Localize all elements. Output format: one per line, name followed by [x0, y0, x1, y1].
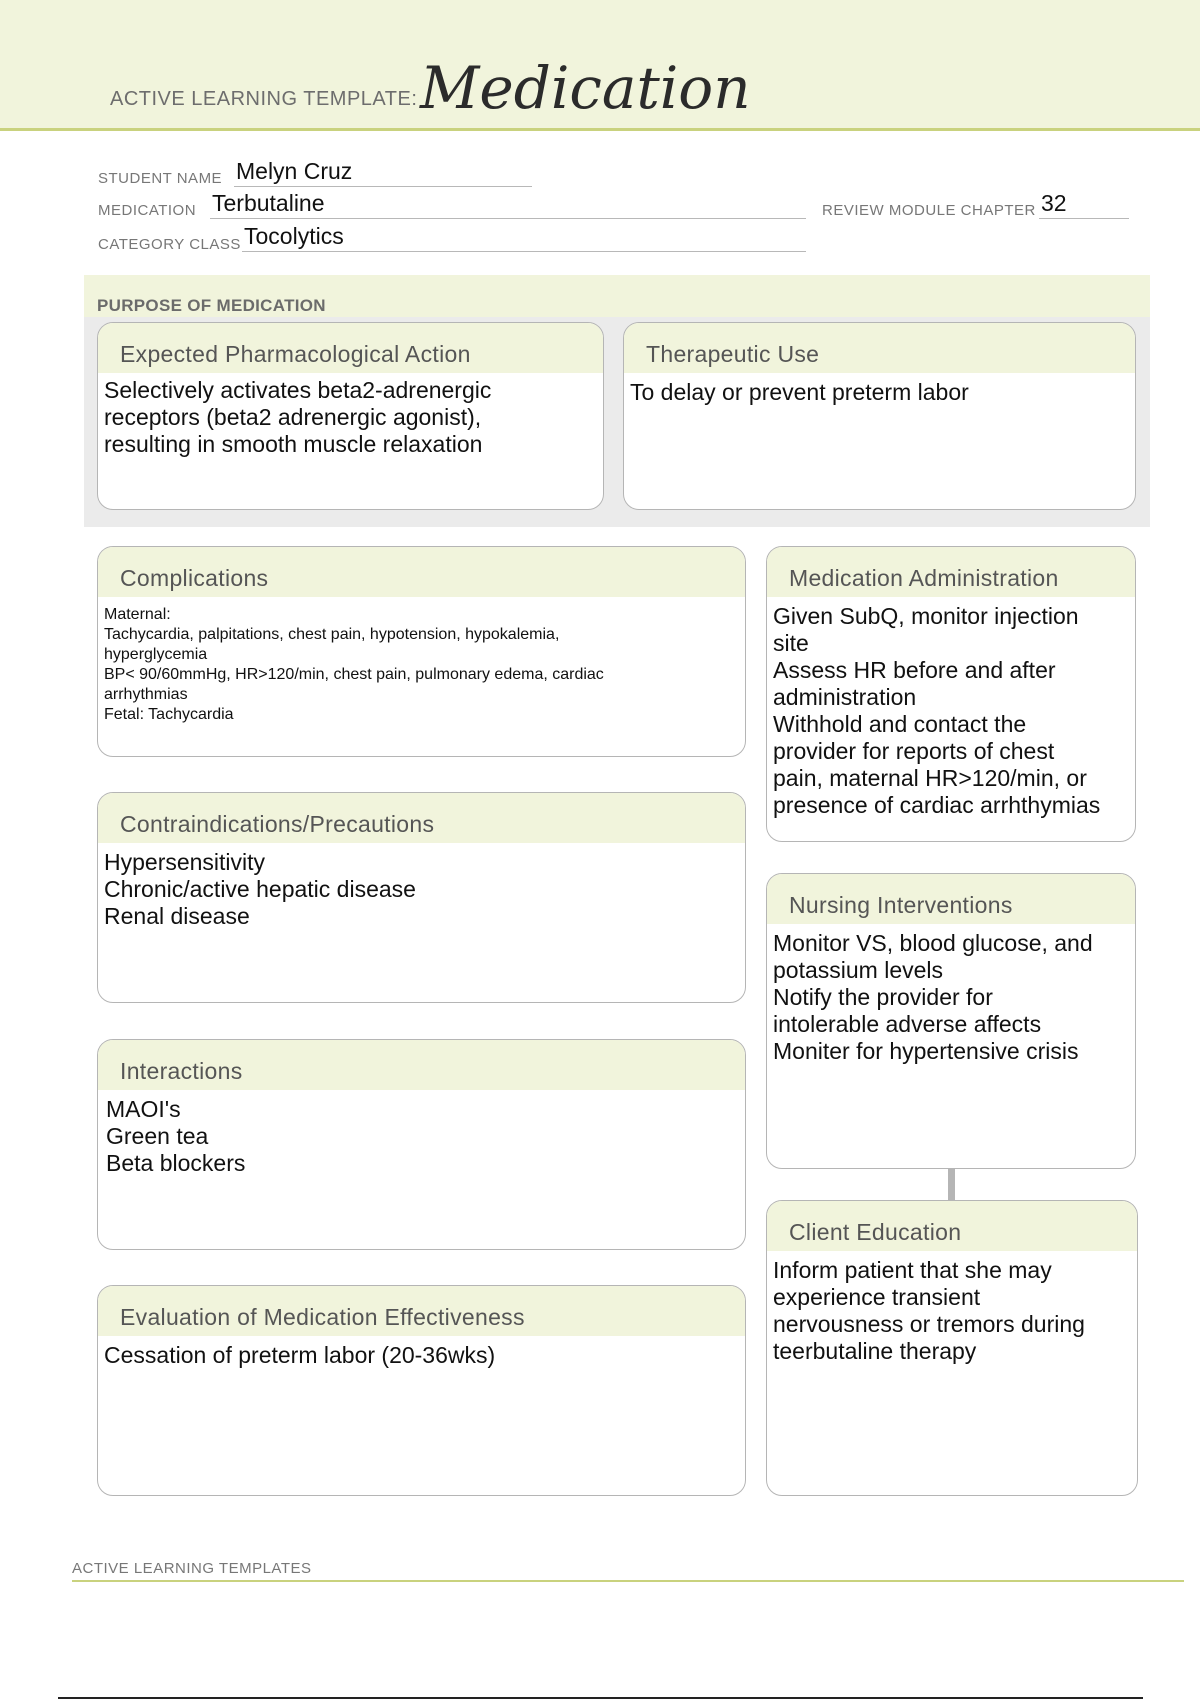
pharmacological-action-text: Selectively activates beta2-adrenergic receptors (beta2 adrenergic agonist), resulting in smooth muscle relaxation	[104, 377, 492, 457]
bottom-rule	[58, 1697, 1143, 1699]
footer-divider	[72, 1580, 1184, 1582]
pharmacological-action-box[interactable]	[97, 322, 604, 510]
client-education-text: Inform patient that she may experience transient nervousness or tremors during teerbutaline therapy	[773, 1257, 1085, 1364]
contraindications-box[interactable]	[97, 792, 746, 1003]
complications-box[interactable]	[97, 546, 746, 757]
purpose-title: PURPOSE OF MEDICATION	[97, 296, 326, 315]
medication-administration-text: Given SubQ, monitor injection site Assess HR before and after administration Withhold and contact the provider for reports of chest pain, maternal HR>120/min, or presence of cardiac arrhthymias	[773, 603, 1101, 818]
client-education-box[interactable]	[766, 1200, 1138, 1496]
category-class-field[interactable]: Tocolytics	[242, 222, 806, 252]
contraindications-heading: Contraindications/Precautions	[98, 793, 745, 843]
connector-line	[948, 1168, 955, 1201]
nursing-interventions-box[interactable]	[766, 873, 1136, 1169]
review-chapter-field[interactable]: 32	[1039, 189, 1129, 219]
contraindications-text: Hypersensitivity Chronic/active hepatic disease Renal disease	[104, 849, 416, 929]
complications-heading: Complications	[98, 547, 745, 597]
evaluation-heading: Evaluation of Medication Effectiveness	[98, 1286, 745, 1336]
medication-label: MEDICATION	[98, 202, 197, 219]
interactions-text: MAOI's Green tea Beta blockers	[106, 1096, 246, 1176]
therapeutic-use-box[interactable]	[623, 322, 1136, 510]
medication-administration-heading: Medication Administration	[767, 547, 1135, 597]
footer-label: ACTIVE LEARNING TEMPLATES	[72, 1560, 312, 1577]
medication-administration-box[interactable]	[766, 546, 1136, 842]
therapeutic-use-heading: Therapeutic Use	[624, 323, 1135, 373]
client-education-heading: Client Education	[767, 1201, 1137, 1251]
category-class-label: CATEGORY CLASS	[98, 236, 241, 253]
nursing-interventions-heading: Nursing Interventions	[767, 874, 1135, 924]
evaluation-box[interactable]	[97, 1285, 746, 1496]
template-label: ACTIVE LEARNING TEMPLATE:	[110, 88, 418, 110]
evaluation-text: Cessation of preterm labor (20-36wks)	[104, 1342, 496, 1368]
interactions-box[interactable]	[97, 1039, 746, 1250]
complications-text: Maternal: Tachycardia, palpitations, chest pain, hypotension, hypokalemia, hyperglycemia BP< 90/60mmHg, HR>120/min, chest pain, pulmonary edema, cardiac arrhythmias Fetal: Tachycardia	[104, 606, 604, 723]
page-title: Medication	[420, 54, 751, 122]
interactions-heading: Interactions	[98, 1040, 745, 1090]
student-name-label: STUDENT NAME	[98, 170, 223, 187]
medication-field[interactable]: Terbutaline	[210, 189, 806, 219]
pharmacological-action-heading: Expected Pharmacological Action	[98, 323, 603, 373]
nursing-interventions-text: Monitor VS, blood glucose, and potassium levels Notify the provider for intolerable adverse affects Moniter for hypertensive crisis	[773, 930, 1093, 1064]
review-chapter-label: REVIEW MODULE CHAPTER	[822, 202, 1036, 219]
student-name-field[interactable]: Melyn Cruz	[234, 157, 532, 187]
therapeutic-use-text: To delay or prevent preterm labor	[630, 379, 969, 405]
